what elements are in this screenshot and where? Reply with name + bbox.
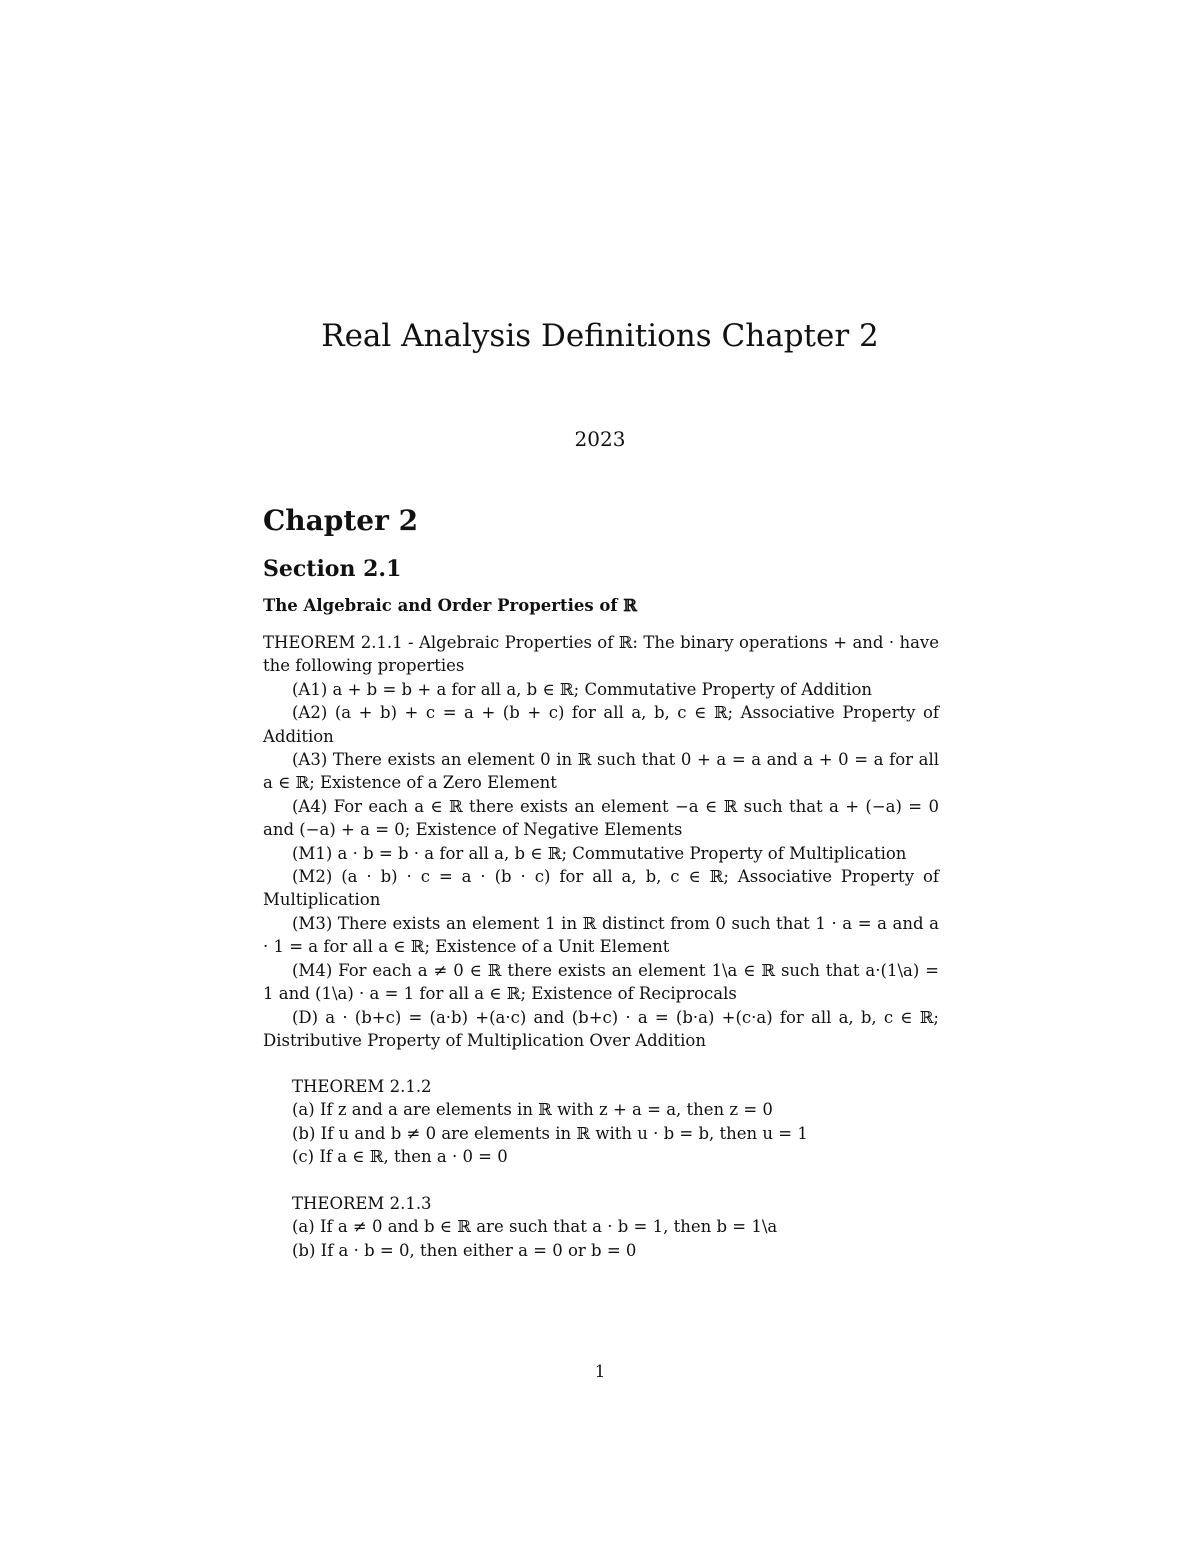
property-a3: (A3) There exists an element 0 in ℝ such that 0 + a = a and a + 0 = a for all a ∈ ℝ; Existence of a Zero Element <box>263 750 939 793</box>
theorem-2-1-3 <box>292 1192 777 1262</box>
section-heading: Section 2.1 <box>263 556 402 582</box>
theorem-item: (c) If a ∈ ℝ, then a · 0 = 0 <box>292 1147 508 1167</box>
theorem-item: (a) If a ≠ 0 and b ∈ ℝ are such that a · b = 1, then b = 1\a <box>292 1217 778 1237</box>
theorem-item: (a) If z and a are elements in ℝ with z + a = a, then z = 0 <box>292 1100 773 1120</box>
property-a1: (A1) a + b = b + a for all a, b ∈ ℝ; Commutative Property of Addition <box>292 679 873 699</box>
property-m3: (M3) There exists an element 1 in ℝ distinct from 0 such that 1 · a = a and a · 1 = a for all a ∈ ℝ; Existence of a Unit Element <box>263 913 939 957</box>
property-m1: (M1) a · b = b · a for all a, b ∈ ℝ; Commutative Property of Multiplication <box>292 843 907 863</box>
subsection-heading: The Algebraic and Order Properties of ℝ <box>263 596 637 615</box>
property-a4: (A4) For each a ∈ ℝ there exists an element −a ∈ ℝ such that a + (−a) = 0 and (−a) + a = 0; Existence of Negative Elements <box>263 796 939 840</box>
theorem-item: (b) If u and b ≠ 0 are elements in ℝ with u · b = b, then u = 1 <box>292 1123 808 1143</box>
theorem-heading: THEOREM 2.1.3 <box>292 1194 432 1213</box>
property-m2: (M2) (a · b) · c = a · (b · c) for all a, b, c ∈ ℝ; Associative Property of Multiplication <box>263 867 939 910</box>
property-m4: (M4) For each a ≠ 0 ∈ ℝ there exists an element 1\a ∈ ℝ such that a·(1\a) = 1 and (1\a) · a = 1 for all a ∈ ℝ; Existence of Reciprocals <box>263 960 939 1004</box>
property-d: (D) a · (b+c) = (a·b) +(a·c) and (b+c) · a = (b·a) +(c·a) for all a, b, c ∈ ℝ; Distributive Property of Multiplication Over Addition <box>263 1007 939 1050</box>
document-title: Real Analysis Definitions Chapter 2 <box>321 318 879 354</box>
theorem-2-1-1 <box>263 631 939 1052</box>
theorem-intro: THEOREM 2.1.1 - Algebraic Properties of ℝ: The binary operations + and · have the following properties <box>263 633 939 676</box>
theorem-item: (b) If a · b = 0, then either a = 0 or b = 0 <box>292 1240 637 1260</box>
theorem-heading: THEOREM 2.1.2 <box>292 1077 432 1096</box>
theorem-2-1-2 <box>292 1075 808 1169</box>
document-date: 2023 <box>574 427 626 451</box>
chapter-heading: Chapter 2 <box>263 504 419 537</box>
page-number: 1 <box>594 1362 606 1381</box>
property-a2: (A2) (a + b) + c = a + (b + c) for all a, b, c ∈ ℝ; Associative Property of Addition <box>263 703 939 746</box>
